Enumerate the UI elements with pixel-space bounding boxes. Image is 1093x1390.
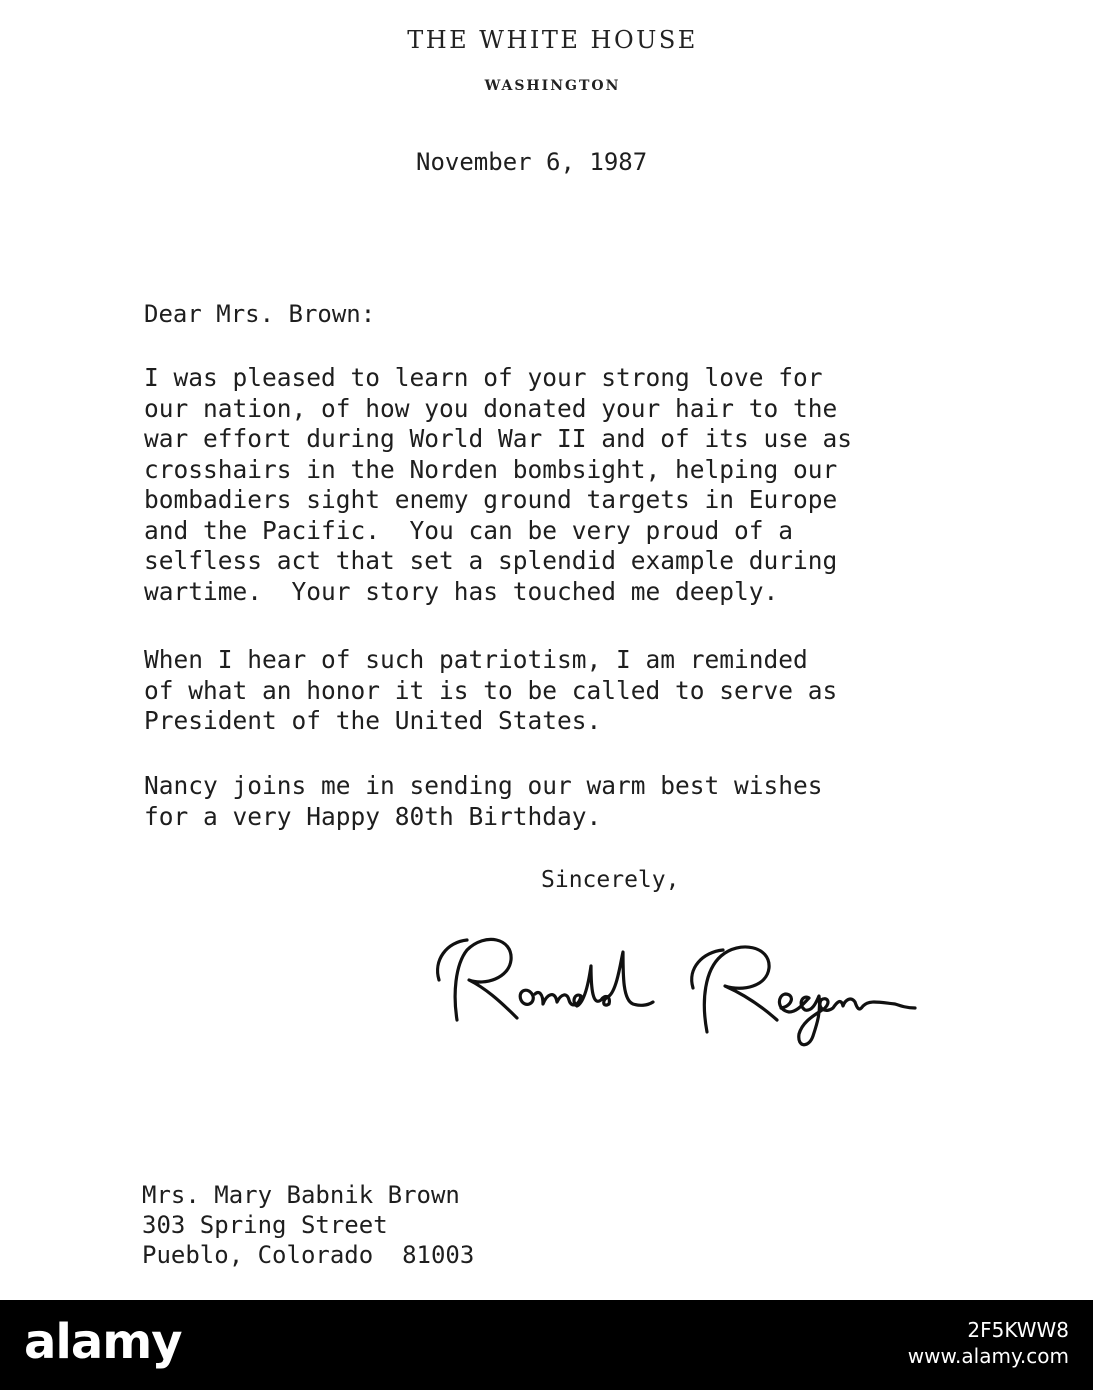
- salutation: Dear Mrs. Brown:: [144, 300, 376, 328]
- watermark-bar: [0, 1300, 1093, 1390]
- address-line: 303 Spring Street: [142, 1211, 388, 1239]
- letterhead-location: WASHINGTON: [484, 78, 621, 94]
- address-line: Pueblo, Colorado 81003: [142, 1241, 475, 1269]
- watermark-logo: alamy: [24, 1314, 182, 1370]
- image-id: 2F5KWW8: [967, 1318, 1069, 1342]
- letter-date: November 6, 1987: [416, 148, 648, 176]
- body-paragraph: Nancy joins me in sending our warm best wishes for a very Happy 80th Birthday.: [144, 771, 823, 831]
- signature-image: [425, 920, 925, 1060]
- closing: Sincerely,: [541, 867, 680, 893]
- watermark-info: [908, 1317, 1069, 1369]
- body-paragraph: I was pleased to learn of your strong love for our nation, of how you donated your hair to the war effort during World War II and of its use as crosshairs in the Norden bombsight, helping our bombadiers sight enemy ground targets in Europe and the Pacific. You can be very proud of a selfless act that set a splendid example during wartime. Your story has touched me deeply.: [144, 363, 853, 606]
- address-line: Mrs. Mary Babnik Brown: [142, 1181, 460, 1209]
- letterhead-title: THE WHITE HOUSE: [407, 26, 698, 54]
- recipient-address: [142, 1180, 474, 1270]
- site-url: www.alamy.com: [907, 1344, 1069, 1368]
- body-paragraph: When I hear of such patriotism, I am reminded of what an honor it is to be called to serve as President of the United States.: [144, 645, 838, 735]
